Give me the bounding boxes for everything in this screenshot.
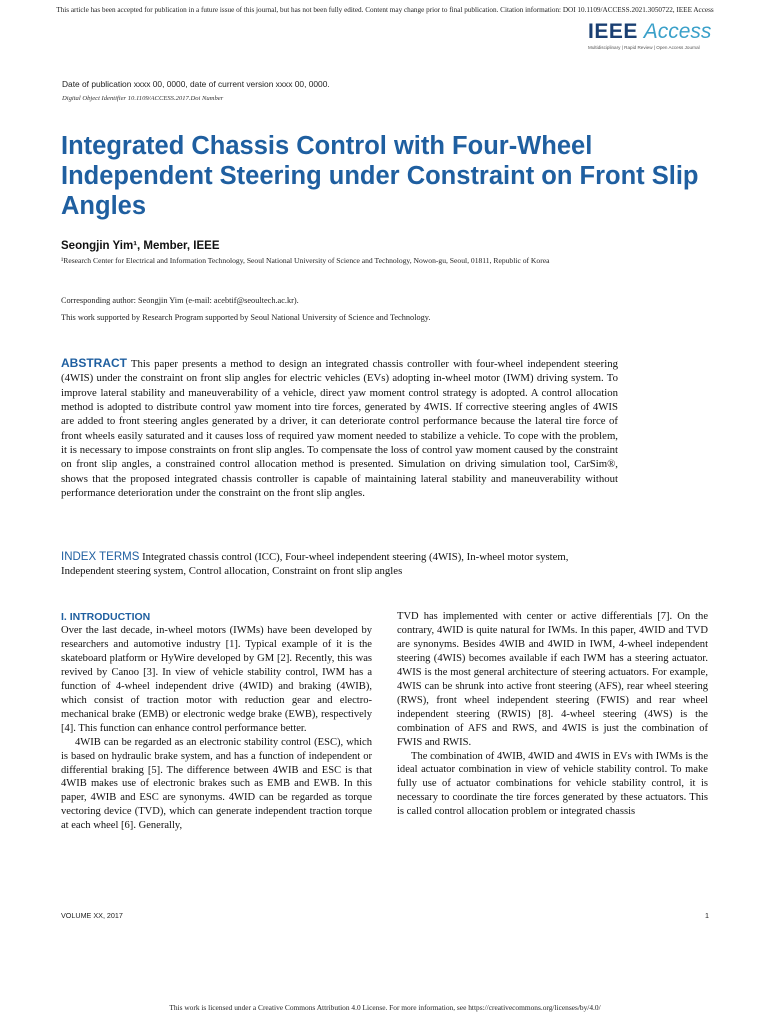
paragraph: TVD has implemented with center or active differentials [7]. On the contrary, 4WID is quite natural for IWMs. In this paper, 4WID and TVD are synonyms. Besides 4WIB and 4WID in IWM, 4-wheel independent steering (4WIS) becomes available if each IWM has a steering actuator. 4WIS is the most general architecture of steering actuators. For example, 4WIS can be shrunk into active front steering (AFS), rear wheel steering (RWS), front wheel independent steering (FWIS) and rear wheel independent steering (RWIS) [8]. 4-wheel steering (4WS) is the combination of AFS and RWS, and 4WIS is just the combination of FWIS and RWIS. — [397, 611, 708, 748]
author-line: Seongjin Yim¹, Member, IEEE — [61, 240, 220, 252]
abstract-label: ABSTRACT — [61, 356, 127, 370]
paragraph: Over the last decade, in-wheel motors (IWMs) have been developed by researchers and automotive industry [1]. Typical example of it is the skateboard platform or HyWire developed by GM [2]. Recently, this was revived by Canoo [3]. In view of vehicle stability control, IWM has a function of 4-wheel independent drive (4WID) and braking (4WIB), which consist of traction motor with reduction gear and electro-mechanical brake (EMB) or electronic wedge brake (EWB), respectively [4]. This function can enhance control performance better. — [61, 625, 372, 734]
funding-statement: This work supported by Research Program supported by Seoul National University of Science and Technology. — [61, 313, 431, 322]
license-notice: This work is licensed under a Creative Commons Attribution 4.0 License. For more information, see https://creativecommons.org/licenses/by/4.0/ — [169, 1003, 601, 1012]
index-terms-text: Integrated chassis control (ICC), Four-wheel independent steering (4WIS), In-wheel motor system, Independent steering system, Control allocation, Constraint on front slip angles — [61, 551, 569, 578]
page-footer — [61, 911, 709, 920]
publication-date: Date of publication xxxx 00, 0000, date of current version xxxx 00, 0000. — [62, 79, 330, 89]
index-terms-label: INDEX TERMS — [61, 551, 140, 563]
paragraph: 4WIB can be regarded as an electronic stability control (ESC), which is based on hydraulic brake system, and has a function of independent or differential braking [5]. The difference between 4WIB and ESC is that 4WIB makes use of electronic brakes such as EMB and EWB. In this paper, 4WIB and ESC are synonyms. 4WID can be regarded as torque vectoring device (TVD), which can generate independent traction torque at each wheel [6]. Generally, — [61, 736, 372, 832]
right-column — [397, 610, 708, 819]
volume-label: VOLUME XX, 2017 — [61, 911, 123, 920]
publication-notice-banner: This article has been accepted for publication in a future issue of this journal, but has not been fully edited. Content may change prior to final publication. Citation information: DOI 10.1109/ACCESS.2021.3050722, IEEE Access — [56, 6, 714, 14]
affiliation: ¹Research Center for Electrical and Information Technology, Seoul National University of Science and Technology, Nowon-gu, Seoul, 01811, Republic of Korea — [61, 256, 550, 265]
logo-tagline: Multidisciplinary | Rapid Review | Open Access Journal — [588, 45, 700, 50]
logo-ieee-text: IEEE — [588, 20, 638, 43]
page-number: 1 — [705, 911, 709, 920]
logo-access-text: Access — [643, 20, 712, 43]
abstract-text: This paper presents a method to design an integrated chassis controller with four-wheel independent steering (4WIS) under the constraint on front slip angles for electric vehicles (EVs) adopting in-wheel motor (IWM) driving system. To improve lateral stability and maneuverability of a vehicle, direct yaw moment control strategy is adopted. A control allocation method is adopted to distribute control yaw moment into tire forces, generated by 4WIS. If corrective steering angles of 4WIS are added to front steering angles generated by a driver, it can deteriorate control performance because the lateral tire force of front wheels easily saturated and it causes loss of required yaw moment needed to stabilize a vehicle. To cope with the problem, it is necessary to impose constraints on front slip angles. To compensate the loss of control yaw moment caused by the constraint on front slip angles, a constrained control allocation method is presented. Simulation on driving simulation tool, CarSim®, shows that the proposed integrated chassis controller is capable of maintaining lateral stability and maneuverability without performance deterioration under the constraint on the front slip angles. — [61, 358, 618, 500]
ieee-access-logo — [588, 20, 738, 50]
index-terms-block — [61, 550, 618, 579]
abstract-block — [61, 356, 618, 500]
corresponding-author: Corresponding author: Seongjin Yim (e-mail: acebtif@seoultech.ac.kr). — [61, 296, 299, 305]
left-column — [61, 610, 372, 833]
paragraph: The combination of 4WIB, 4WID and 4WIS in EVs with IWMs is the ideal actuator combination in view of vehicle stability control. To make fully use of actuator combinations for vehicle stability control, it is necessary to coordinate the tire forces generated by these actuators. This is called control allocation problem or integrated chassis — [397, 750, 708, 818]
doi-line: Digital Object Identifier 10.1109/ACCESS.2017.Doi Number — [62, 95, 224, 102]
paper-title: Integrated Chassis Control with Four-Wheel Independent Steering under Constraint on Front Slip Angles — [61, 132, 699, 220]
section-heading: I. INTRODUCTION — [61, 611, 151, 623]
